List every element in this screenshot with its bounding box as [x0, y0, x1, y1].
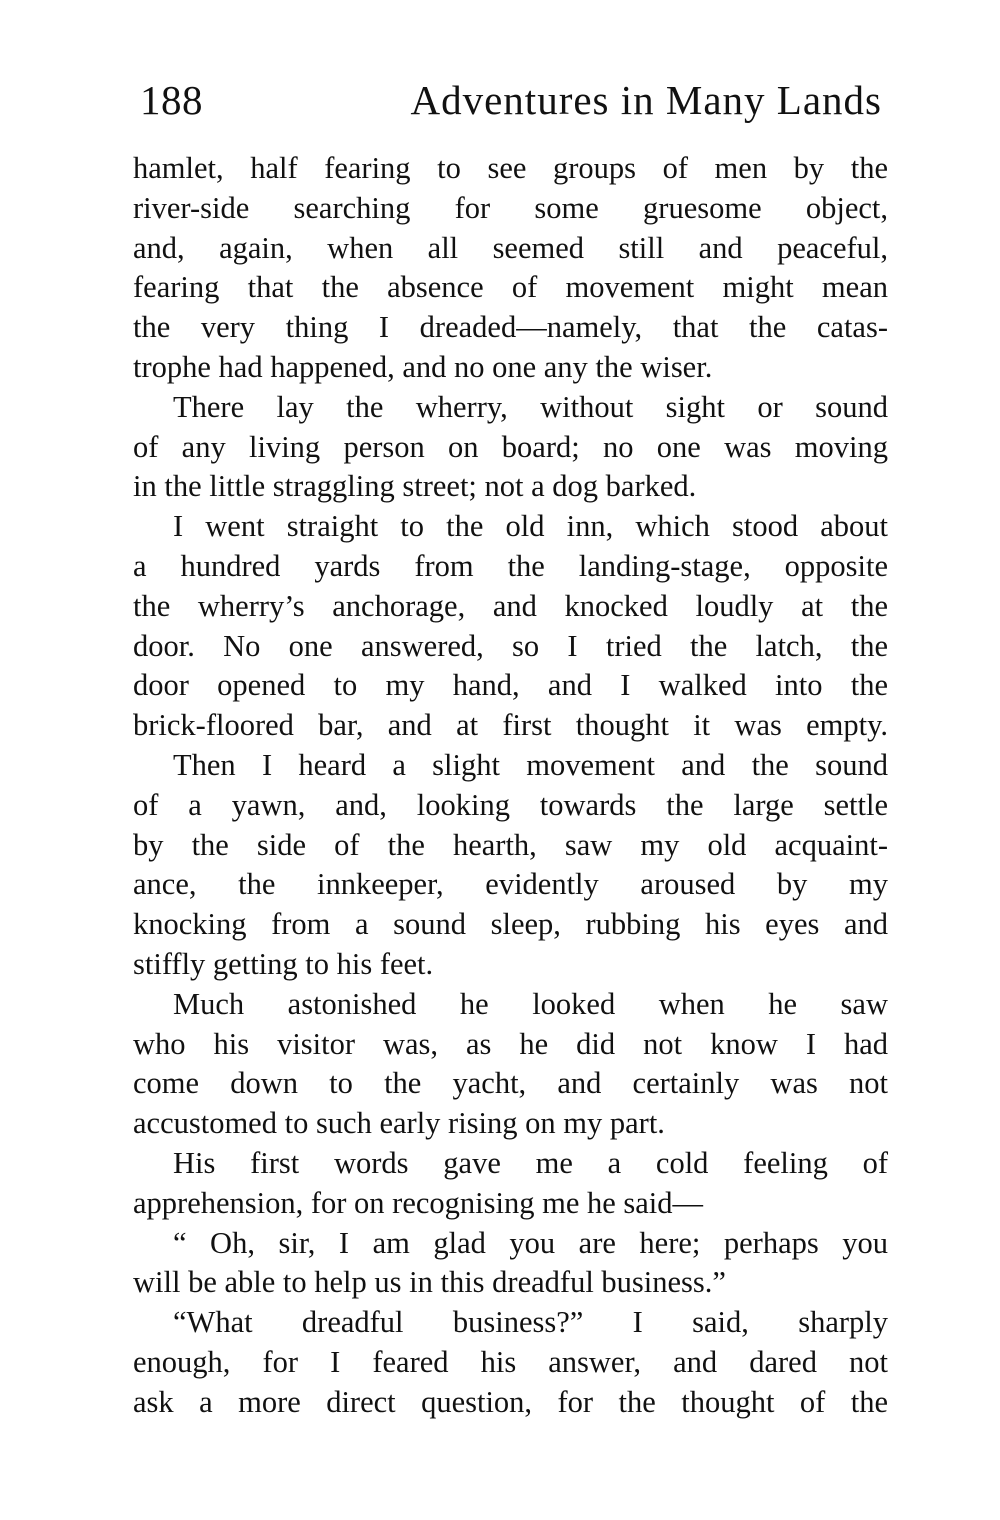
text-line: enough, for I feared his answer, and dared not	[133, 1344, 888, 1379]
text-line: door. No one answered, so I tried the latch, the	[133, 628, 888, 663]
running-title: Adventures in Many Lands	[410, 77, 882, 123]
text-line: I went straight to the old inn, which stood about	[173, 509, 888, 544]
text-line: river-side searching for some gruesome object,	[133, 190, 888, 225]
page-number: 188	[140, 77, 203, 123]
text-line: door opened to my hand, and I walked into the	[133, 668, 888, 703]
text-line: Much astonished he looked when he saw	[173, 986, 888, 1021]
text-line: by the side of the hearth, saw my old acquaint-	[133, 827, 888, 862]
text-line: in the little straggling street; not a dog barked.	[133, 469, 697, 504]
text-line: brick-floored bar, and at first thought it was empty.	[133, 708, 888, 743]
text-line: will be able to help us in this dreadful business.”	[133, 1265, 726, 1300]
text-line: accustomed to such early rising on my part.	[133, 1106, 665, 1141]
text-line: ask a more direct question, for the thought of the	[133, 1384, 888, 1419]
text-line: of any living person on board; no one was moving	[133, 429, 888, 464]
text-line: “ Oh, sir, I am glad you are here; perhaps you	[173, 1225, 888, 1260]
text-line: trophe had happened, and no one any the wiser.	[133, 349, 713, 384]
text-line: a hundred yards from the landing-stage, opposite	[133, 548, 888, 583]
text-line: the very thing I dreaded—namely, that the catas-	[133, 310, 888, 345]
text-line: apprehension, for on recognising me he said—	[133, 1185, 704, 1220]
text-line: stiffly getting to his feet.	[133, 946, 434, 981]
text-line: hamlet, half fearing to see groups of men by the	[133, 151, 888, 185]
text-line: His first words gave me a cold feeling of	[173, 1145, 888, 1180]
text-line: the wherry’s anchorage, and knocked loudly at the	[133, 588, 888, 623]
text-line: of a yawn, and, looking towards the large settle	[133, 787, 888, 822]
body-text	[133, 149, 888, 1423]
text-line: Then I heard a slight movement and the sound	[173, 747, 888, 782]
text-line: who his visitor was, as he did not know I had	[133, 1026, 888, 1061]
text-line: come down to the yacht, and certainly was not	[133, 1066, 888, 1101]
page-header	[140, 76, 882, 126]
text-line: knocking from a sound sleep, rubbing his eyes and	[133, 907, 888, 942]
text-line: and, again, when all seemed still and peaceful,	[133, 230, 888, 265]
text-line: “What dreadful business?” I said, sharply	[173, 1305, 888, 1340]
text-line: There lay the wherry, without sight or sound	[173, 389, 888, 424]
text-line: ance, the innkeeper, evidently aroused by my	[133, 867, 888, 902]
text-line: fearing that the absence of movement might mean	[133, 270, 888, 305]
